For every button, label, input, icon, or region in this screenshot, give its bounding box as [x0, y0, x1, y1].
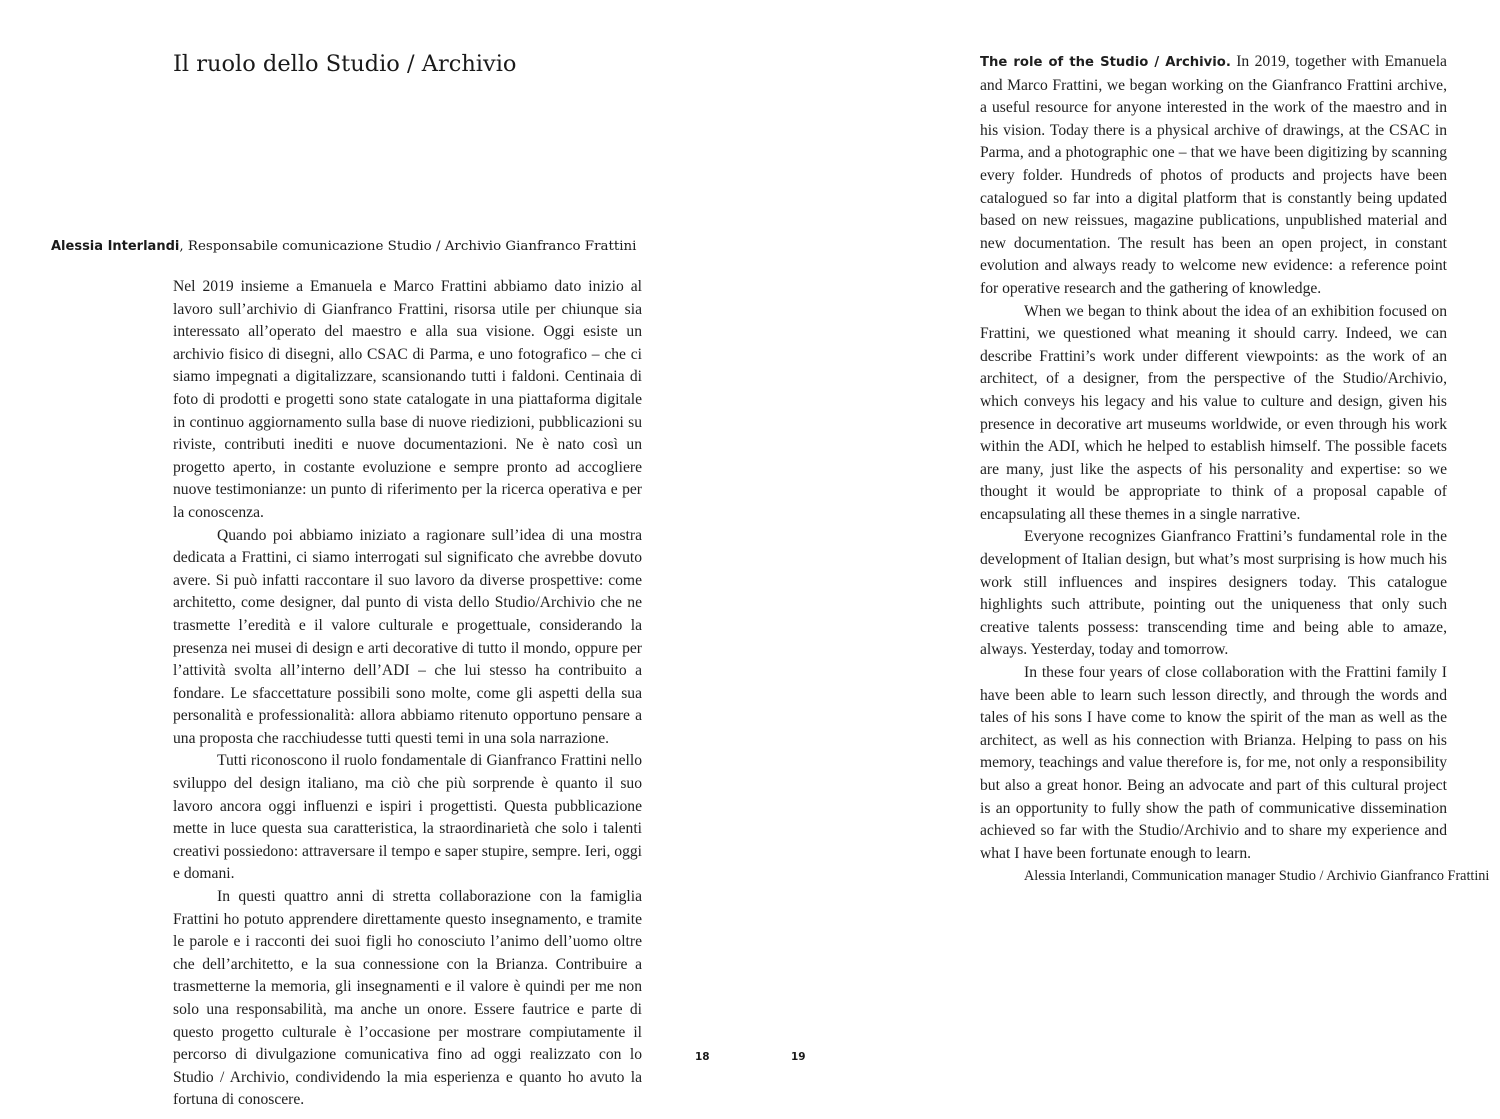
italian-paragraph-4: In questi quattro anni di stretta collaborazione con la famiglia Frattini ho potuto apprendere direttamente questo insegnamento, e tramite le parole e i racconti dei suoi figli ho conosciuto l’animo dell’uomo oltre che dell’architetto, e la sua connessione con la Brianza. Contribuire a trasmetterne la memoria, gli insegnamenti e il valore è quindi per me non solo una responsabilità, ma anche un onore. Essere fautrice e parte di questo progetto culturale è l’occasione per mostrare compiutamente il percorso di divulgazione comunicativa fino ad oggi realizzato con lo Studio / Archivio, condividendo la mia esperienza e quanto ho avuto la fortuna di conoscere. [173, 888, 642, 1109]
english-signature: Alessia Interlandi, Communication manager Studio / Archivio Gianfranco Frattini [1024, 868, 1490, 885]
english-paragraph-3: Everyone recognizes Gianfranco Frattini’s fundamental role in the development of Italian design, but what’s most surprising is how much his work still influences and inspires designers today. This catalogue highlights such attribute, pointing out the uniqueness that only such creative talents possess: transcending time and being able to amaze, always. Yesterday, today and tomorrow. [980, 528, 1447, 659]
page-number-right: 19 [791, 1051, 806, 1063]
author-name: Alessia Interlandi [51, 239, 180, 254]
italian-paragraph-3: Tutti riconoscono il ruolo fondamentale di Gianfranco Frattini nello sviluppo del design italiano, ma ciò che più sorprende è quanto il suo lavoro ancora oggi influenzi e ispiri i progettisti. Questa pubblicazione mette in luce questa sua caratteristica, la straordinarietà che solo i talenti creativi possiedono: attraversare il tempo e saper stupire, sempre. Ieri, oggi e domani. [173, 752, 642, 883]
author-role: , Responsabile comunicazione Studio / Archivio Gianfranco Frattini [179, 239, 637, 254]
italian-paragraph-2: Quando poi abbiamo iniziato a ragionare sull’idea di una mostra dedicata a Frattini, ci siamo interrogati sul significato che avrebbe dovuto avere. Si può infatti raccontare il suo lavoro da diverse prospettive: come architetto, come designer, dal punto di vista dello Studio/Archivio che ne trasmette l’eredità e il valore culturale e progettuale, considerando la presenza nei musei di design e arti decorative di tutto il mondo, oppure per l’attività svolta all’interno dell’ADI – che lui stesso ha contribuito a fondare. Le sfaccettature possibili sono molte, come gli aspetti della sua personalità e professionalità: allora abbiamo ritenuto opportuno pensare a una proposta che racchiudesse tutti questi temi in una sola narrazione. [173, 526, 642, 747]
italian-paragraph-1: Nel 2019 insieme a Emanuela e Marco Frattini abbiamo dato inizio al lavoro sull’archivio di Gianfranco Frattini, risorsa utile per chiunque sia interessato all’operato del maestro e alla sua visione. Oggi esiste un archivio fisico di disegni, allo CSAC di Parma, e uno fotografico – che ci siamo impegnati a digitalizzare, scansionando tutti i faldoni. Centinaia di foto di prodotti e progetti sono state catalogate in una piattaforma digitale in continuo aggiornamento sulla base di nuove riedizioni, pubblicazioni su riviste, contributi inediti e nuove documentazioni. Ne è nato così un progetto aperto, in costante evoluzione e sempre pronto ad accogliere nuove testimonianze: un punto di riferimento per la ricerca operativa e per la conoscenza. [173, 278, 642, 521]
page-number-left: 18 [695, 1051, 710, 1063]
italian-body-text [173, 276, 642, 1112]
english-paragraph-1-text: In 2019, together with Emanuela and Marco Frattini, we began working on the Gianfranco Frattini archive, a useful resource for anyone interested in the work of the maestro and in his vision. Today there is a physical archive of drawings, at the CSAC in Parma, and a photographic one – that we have been digitizing by scanning every folder. Hundreds of photos of products and projects have been catalogued so far into a digital platform that is constantly being updated based on new reissues, magazine publications, unpublished material and new documentation. The result has been an open project, in constant evolution and always ready to welcome new evidence: a reference point for operative research and the gathering of knowledge. [980, 53, 1447, 297]
english-lead-heading: The role of the Studio / Archivio. [980, 55, 1231, 70]
english-paragraph-1 [980, 51, 1447, 301]
page-title: Il ruolo dello Studio / Archivio [173, 51, 517, 77]
english-paragraph-2: When we began to think about the idea of an exhibition focused on Frattini, we questioned what meaning it should carry. Indeed, we can describe Frattini’s work under different viewpoints: as the work of an architect, of a designer, from the perspective of the Studio/Archivio, which conveys his legacy and his value to culture and design, given his presence in decorative art museums worldwide, or even through his work within the ADI, which he helped to establish himself. The possible facets are many, just like the aspects of his personality and expertise: so we thought it would be appropriate to think of a proposal capable of encapsulating all these themes in a single narrative. [980, 302, 1447, 523]
english-body-text [980, 51, 1490, 888]
english-paragraph-4: In these four years of close collaboration with the Frattini family I have been able to learn such lesson directly, and through the words and tales of his sons I have come to know the spirit of the man as well as the architect, as well as his connection with Brianza. Helping to pass on his memory, teachings and value therefore is, for me, not only a responsibility but also a great honor. Being an advocate and part of this cultural project is an opportunity to fully show the path of communicative dissemination achieved so far with the Studio/Archivio and to share my experience and what I have been fortunate enough to learn. [980, 664, 1447, 862]
author-line [51, 239, 636, 254]
